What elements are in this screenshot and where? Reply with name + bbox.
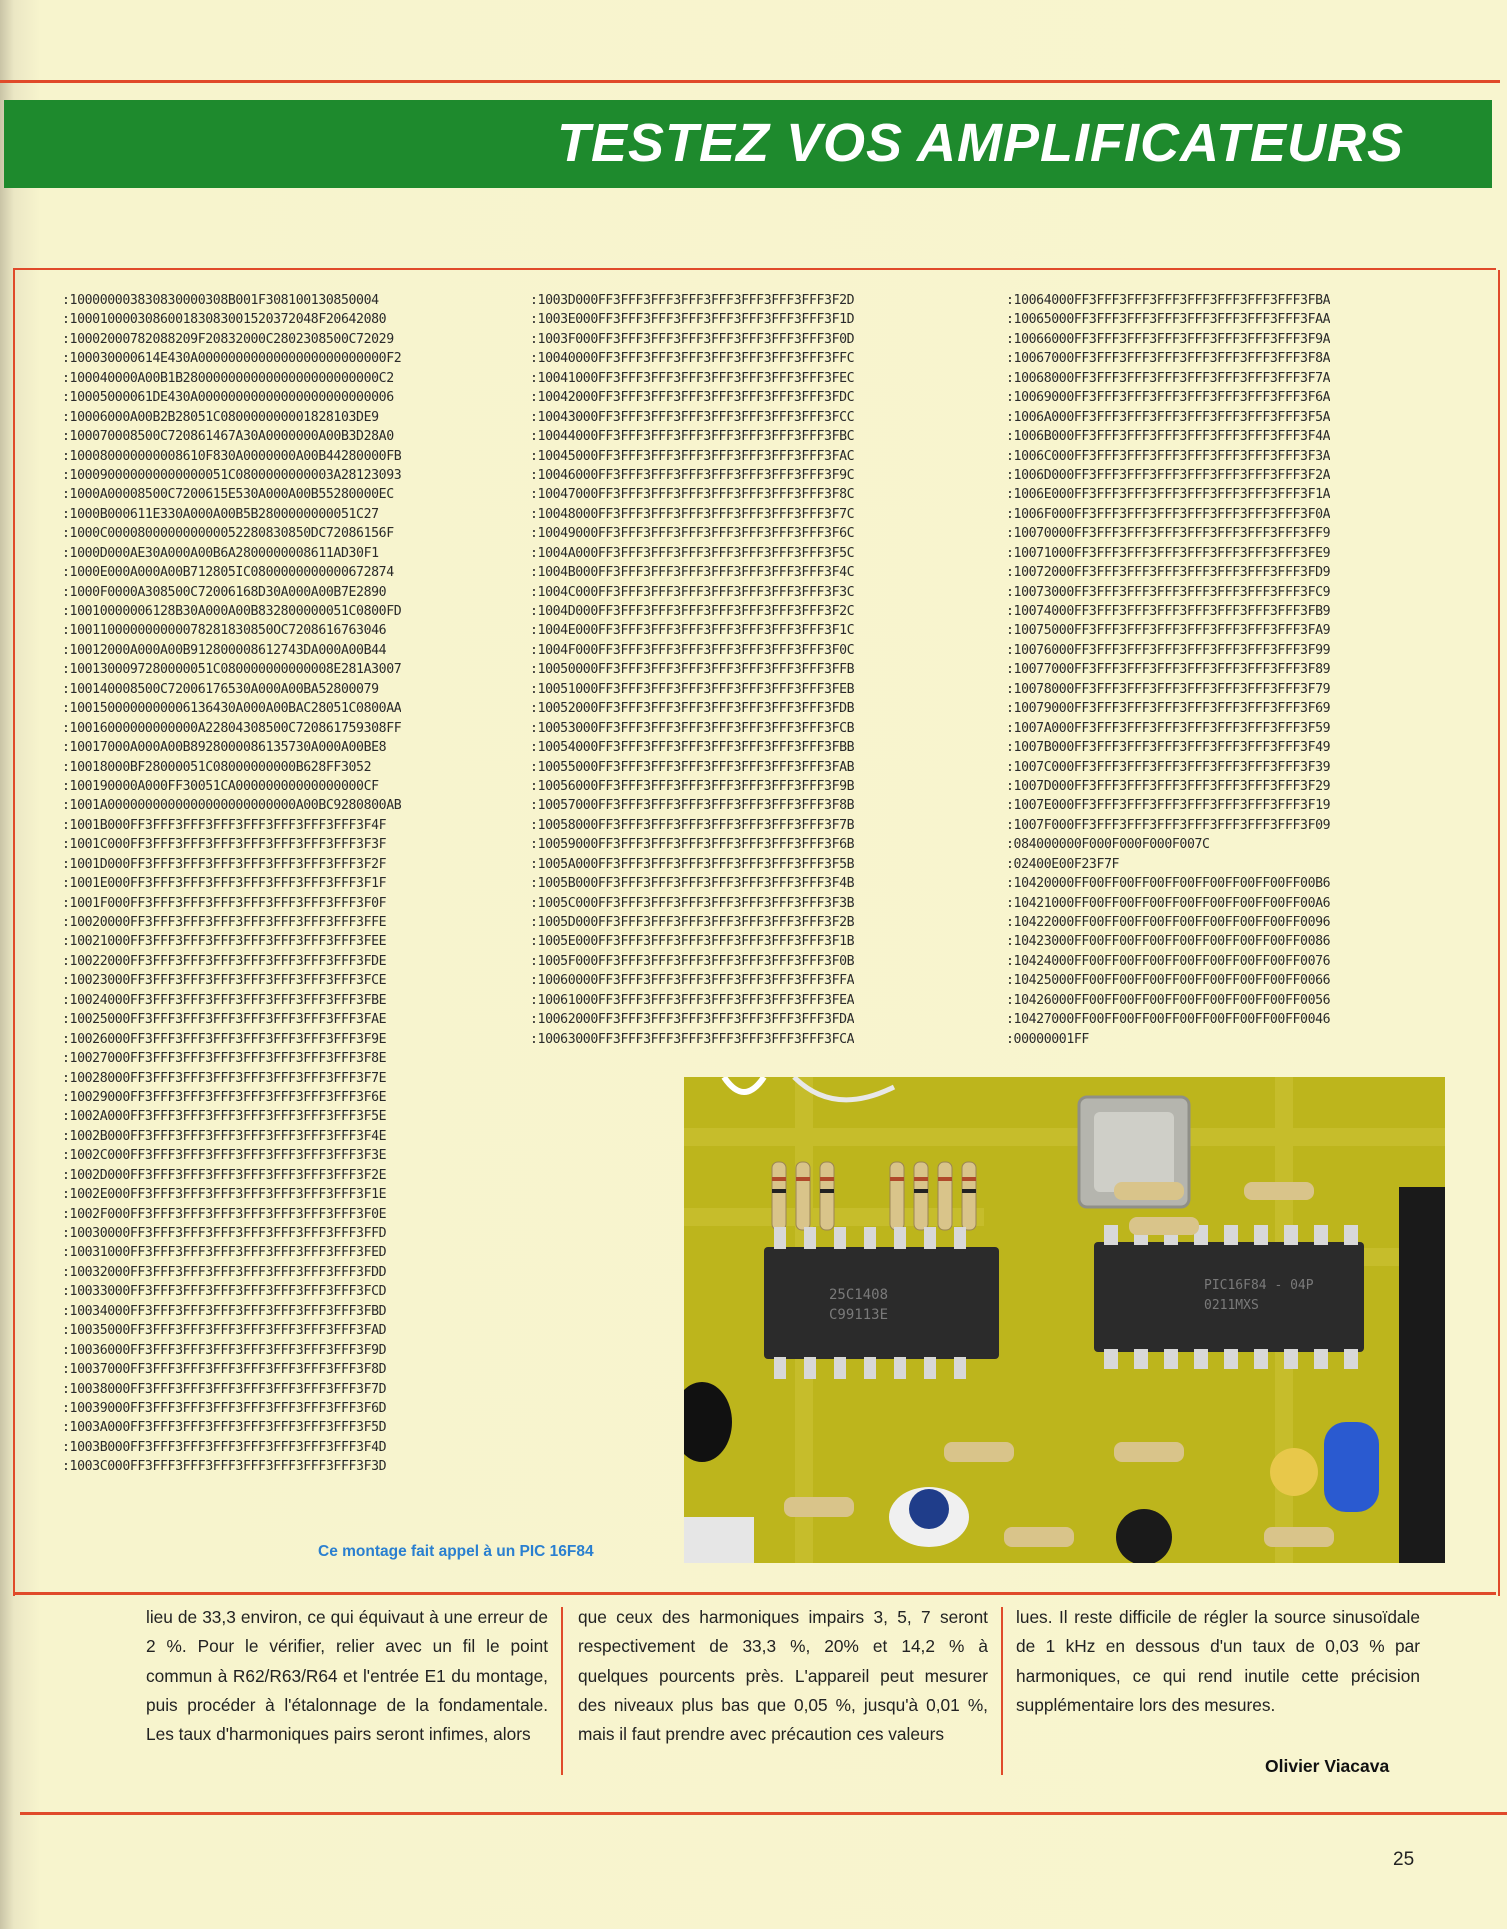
hex-line: :1006B000FF3FFF3FFF3FFF3FFF3FFF3FFF3FFF3F4A: [1006, 429, 1331, 445]
hex-line: :1000E000A000A00B712805IC0800000000000672874: [62, 565, 394, 581]
hex-line: :10073000FF3FFF3FFF3FFF3FFF3FFF3FFF3FFF3FC9: [1006, 584, 1331, 600]
hex-line: :10046000FF3FFF3FFF3FFF3FFF3FFF3FFF3FFF3F9C: [530, 467, 855, 483]
hex-line: :1004B000FF3FFF3FFF3FFF3FFF3FFF3FFF3FFF3F4C: [530, 565, 855, 581]
body-column-2: [578, 1603, 988, 1749]
hex-line: :10074000FF3FFF3FFF3FFF3FFF3FFF3FFF3FFF3FB9: [1006, 604, 1331, 619]
hex-line: :10421000FF00FF00FF00FF00FF00FF00FF00FF00A6: [1006, 895, 1331, 911]
hex-line: :10023000FF3FFF3FFF3FFF3FFF3FFF3FFF3FFF3FCE: [62, 973, 387, 989]
hex-listing-column-1: [62, 291, 401, 1477]
hex-line: :10027000FF3FFF3FFF3FFF3FFF3FFF3FFF3FFF3F8E: [62, 1051, 387, 1067]
page-title: TESTEZ VOS AMPLIFICATEURS: [556, 113, 1404, 173]
hex-line: :10020000FF3FFF3FFF3FFF3FFF3FFF3FFF3FFF3FFE: [62, 915, 387, 930]
hex-line: :1003B000FF3FFF3FFF3FFF3FFF3FFF3FFF3FFF3F4D: [62, 1439, 387, 1455]
hex-line: :10060000FF3FFF3FFF3FFF3FFF3FFF3FFF3FFF3FFA: [530, 973, 855, 989]
hex-line: :10002000782088209F20832000C2802308500C72029: [62, 331, 394, 347]
hex-line: :10012000A000A00B912800008612743DA000A00B44: [62, 642, 387, 658]
hex-listing-column-3: [1006, 291, 1330, 1049]
hex-line: :1004C000FF3FFF3FFF3FFF3FFF3FFF3FFF3FFF3F3C: [530, 584, 855, 600]
hex-line: :10021000FF3FFF3FFF3FFF3FFF3FFF3FFF3FFF3FEE: [62, 934, 387, 950]
hex-line: :1004D000FF3FFF3FFF3FFF3FFF3FFF3FFF3FFF3F2C: [530, 604, 855, 619]
hex-line: :1005F000FF3FFF3FFF3FFF3FFF3FFF3FFF3FFF3F0B: [530, 953, 855, 969]
hex-line: :100010000308600183083001520372048F20642080: [62, 312, 387, 328]
body-column-3: [1016, 1603, 1420, 1720]
hex-line: :1006D000FF3FFF3FFF3FFF3FFF3FFF3FFF3FFF3F2A: [1006, 467, 1331, 483]
hex-line: :10036000FF3FFF3FFF3FFF3FFF3FFF3FFF3FFF3F9D: [62, 1342, 387, 1358]
hex-line: :1006A000FF3FFF3FFF3FFF3FFF3FFF3FFF3FFF3F5A: [1006, 409, 1331, 425]
hex-line: :00000001FF: [1006, 1031, 1089, 1047]
hex-line: :1006E000FF3FFF3FFF3FFF3FFF3FFF3FFF3FFF3F1A: [1006, 487, 1331, 503]
hex-line: :10076000FF3FFF3FFF3FFF3FFF3FFF3FFF3FFF3F99: [1006, 642, 1331, 658]
hex-line: :1001C000FF3FFF3FFF3FFF3FFF3FFF3FFF3FFF3F3F: [62, 837, 387, 853]
hex-line: :1005E000FF3FFF3FFF3FFF3FFF3FFF3FFF3FFF3F1B: [530, 934, 855, 950]
hex-line: :10042000FF3FFF3FFF3FFF3FFF3FFF3FFF3FFF3FDC: [530, 390, 855, 406]
hex-line: :10045000FF3FFF3FFF3FFF3FFF3FFF3FFF3FFF3FAC: [530, 448, 855, 464]
hex-line: :1002F000FF3FFF3FFF3FFF3FFF3FFF3FFF3FFF3F0E: [62, 1206, 387, 1222]
body-paragraph-3: lues. Il reste difficile de régler la source sinusoïdale de 1 kHz en dessous d'un taux de 0,03 % par harmoniques, ce qui rend inutile cette précision supplémentaire lors des mesures.: [1016, 1607, 1420, 1715]
hex-line: :10055000FF3FFF3FFF3FFF3FFF3FFF3FFF3FFF3FAB: [530, 759, 855, 775]
hex-line: :10026000FF3FFF3FFF3FFF3FFF3FFF3FFF3FFF3F9E: [62, 1031, 387, 1047]
hex-line: :1003F000FF3FFF3FFF3FFF3FFF3FFF3FFF3FFF3F0D: [530, 331, 855, 347]
hex-line: :1001F000FF3FFF3FFF3FFF3FFF3FFF3FFF3FFF3F0F: [62, 895, 387, 911]
hex-line: :10040000FF3FFF3FFF3FFF3FFF3FFF3FFF3FFF3FFC: [530, 351, 855, 367]
hex-line: :100190000A000FF30051CA00000000000000000CF: [62, 778, 379, 794]
hex-line: :10006000A00B2B28051C080000000001828103DE9: [62, 409, 379, 425]
chip-left-label-2: C99113E: [829, 1307, 889, 1323]
hex-line: :10068000FF3FFF3FFF3FFF3FFF3FFF3FFF3FFF3F7A: [1006, 370, 1331, 386]
hex-line: :10038000FF3FFF3FFF3FFF3FFF3FFF3FFF3FFF3F7D: [62, 1381, 387, 1397]
hex-line: :10043000FF3FFF3FFF3FFF3FFF3FFF3FFF3FFF3FCC: [530, 409, 855, 425]
hex-line: :1003C000FF3FFF3FFF3FFF3FFF3FFF3FFF3FFF3F3D: [62, 1459, 387, 1475]
hex-line: :100030000614E430A0000000000000000000000000F2: [62, 351, 402, 367]
body-paragraph-2: que ceux des harmoniques impairs 3, 5, 7 seront respectivement de 33,3 %, 20% et 14,2 % à quelques pourcents près. L'appareil peut mesurer des niveaux plus bas que 0,05 %, jusqu'à 0,01 %, mais il faut prendre avec précaution ces valeurs: [578, 1607, 988, 1745]
hex-line: :10018000BF28000051C08000000000B628FF3052: [62, 759, 372, 775]
hex-line: :1001B000FF3FFF3FFF3FFF3FFF3FFF3FFF3FFF3F4F: [62, 817, 387, 833]
hex-line: :1003A000FF3FFF3FFF3FFF3FFF3FFF3FFF3FFF3F5D: [62, 1420, 387, 1436]
hex-line: :1000C000080000000000052280830850DC72086156F: [62, 526, 394, 542]
hex-line: :10066000FF3FFF3FFF3FFF3FFF3FFF3FFF3FFF3F9A: [1006, 331, 1331, 347]
chip-left-label-1: 25C1408: [829, 1287, 889, 1303]
hex-line: :1000B000611E330A000A00B5B2800000000051C27: [62, 506, 379, 522]
hex-line: :1007F000FF3FFF3FFF3FFF3FFF3FFF3FFF3FFF3F09: [1006, 817, 1331, 833]
hex-line: :1001300097280000051C080000000000008E281A3007: [62, 662, 402, 678]
pcb-photo: [684, 1077, 1445, 1563]
hex-line: :10044000FF3FFF3FFF3FFF3FFF3FFF3FFF3FFF3FBC: [530, 429, 855, 445]
hex-line: :10030000FF3FFF3FFF3FFF3FFF3FFF3FFF3FFF3FFD: [62, 1226, 387, 1241]
hex-line: :084000000F000F000F000F007C: [1006, 837, 1210, 853]
hex-line: :10016000000000000A22804308500C720861759308FF: [62, 720, 402, 736]
hex-line: :1003E000FF3FFF3FFF3FFF3FFF3FFF3FFF3FFF3F1D: [530, 312, 855, 328]
hex-line: :1006F000FF3FFF3FFF3FFF3FFF3FFF3FFF3FFF3F0A: [1006, 506, 1331, 522]
hex-line: :1000F0000A308500C72006168D30A000A00B7E2890: [62, 584, 387, 600]
hex-line: :100140008500C72006176530A000A00BA52800079: [62, 681, 379, 697]
hex-line: :1007C000FF3FFF3FFF3FFF3FFF3FFF3FFF3FFF3F39: [1006, 759, 1331, 775]
chip-right-label-2: 0211MXS: [1204, 1298, 1259, 1313]
hex-line: :10057000FF3FFF3FFF3FFF3FFF3FFF3FFF3FFF3F8B: [530, 798, 855, 814]
hex-line: :1000A00008500C7200615E530A000A00B55280000EC: [62, 487, 394, 503]
hex-line: :10034000FF3FFF3FFF3FFF3FFF3FFF3FFF3FFF3FBD: [62, 1303, 387, 1319]
hex-line: :10035000FF3FFF3FFF3FFF3FFF3FFF3FFF3FFF3FAD: [62, 1323, 387, 1339]
hex-line: :1007B000FF3FFF3FFF3FFF3FFF3FFF3FFF3FFF3F49: [1006, 740, 1331, 756]
hex-line: :10049000FF3FFF3FFF3FFF3FFF3FFF3FFF3FFF3F6C: [530, 526, 855, 542]
hex-line: :10053000FF3FFF3FFF3FFF3FFF3FFF3FFF3FFF3FCB: [530, 720, 855, 736]
hex-line: :10426000FF00FF00FF00FF00FF00FF00FF00FF0056: [1006, 992, 1331, 1008]
hex-line: :1002B000FF3FFF3FFF3FFF3FFF3FFF3FFF3FFF3F4E: [62, 1128, 387, 1144]
hex-listing-column-2: [530, 291, 854, 1049]
hex-line: :10420000FF00FF00FF00FF00FF00FF00FF00FF00B6: [1006, 876, 1331, 892]
hex-line: :10050000FF3FFF3FFF3FFF3FFF3FFF3FFF3FFF3FFB: [530, 662, 855, 678]
hex-line: :10037000FF3FFF3FFF3FFF3FFF3FFF3FFF3FFF3F8D: [62, 1362, 387, 1378]
hex-line: :100080000000008610F830A0000000A00B44280000FB: [62, 448, 402, 464]
hex-line: :1001E000FF3FFF3FFF3FFF3FFF3FFF3FFF3FFF3F1F: [62, 876, 387, 892]
hex-line: :10075000FF3FFF3FFF3FFF3FFF3FFF3FFF3FFF3FA9: [1006, 623, 1331, 639]
hex-line: :1004E000FF3FFF3FFF3FFF3FFF3FFF3FFF3FFF3F1C: [530, 623, 855, 639]
hex-line: :1003D000FF3FFF3FFF3FFF3FFF3FFF3FFF3FFF3F2D: [530, 293, 855, 308]
hex-line: :10041000FF3FFF3FFF3FFF3FFF3FFF3FFF3FFF3FEC: [530, 370, 855, 386]
hex-line: :10005000061DE430A00000000000000000000000006: [62, 390, 394, 406]
title-banner: [4, 100, 1492, 188]
hex-line: :1007A000FF3FFF3FFF3FFF3FFF3FFF3FFF3FFF3F59: [1006, 720, 1331, 736]
top-rule: [0, 80, 1500, 83]
hex-line: :1004A000FF3FFF3FFF3FFF3FFF3FFF3FFF3FFF3F5C: [530, 545, 855, 561]
hex-line: :10423000FF00FF00FF00FF00FF00FF00FF00FF0086: [1006, 934, 1331, 950]
hex-line: :10051000FF3FFF3FFF3FFF3FFF3FFF3FFF3FFF3FEB: [530, 681, 855, 697]
hex-line: :1000D000AE30A000A00B6A2800000008611AD30F1: [62, 545, 379, 561]
hex-line: :10028000FF3FFF3FFF3FFF3FFF3FFF3FFF3FFF3F7E: [62, 1070, 387, 1086]
pcb-photo-illustration: [684, 1077, 1445, 1563]
hex-line: :100000003830830000308B001F308100130850004: [62, 293, 379, 308]
hex-line: :10058000FF3FFF3FFF3FFF3FFF3FFF3FFF3FFF3F7B: [530, 817, 855, 833]
hex-line: :10064000FF3FFF3FFF3FFF3FFF3FFF3FFF3FFF3FBA: [1006, 293, 1331, 308]
hex-line: :1001D000FF3FFF3FFF3FFF3FFF3FFF3FFF3FFF3F2F: [62, 856, 387, 872]
hex-line: :10054000FF3FFF3FFF3FFF3FFF3FFF3FFF3FFF3FBB: [530, 740, 855, 756]
hex-line: :10039000FF3FFF3FFF3FFF3FFF3FFF3FFF3FFF3F6D: [62, 1400, 387, 1416]
hex-line: :10078000FF3FFF3FFF3FFF3FFF3FFF3FFF3FFF3F79: [1006, 681, 1331, 697]
hex-line: :1004F000FF3FFF3FFF3FFF3FFF3FFF3FFF3FFF3F0C: [530, 642, 855, 658]
hex-line: :10052000FF3FFF3FFF3FFF3FFF3FFF3FFF3FFF3FDB: [530, 701, 855, 717]
author-name: Olivier Viacava: [1265, 1756, 1390, 1776]
hex-line: :10029000FF3FFF3FFF3FFF3FFF3FFF3FFF3FFF3F6E: [62, 1089, 387, 1105]
hex-line: :02400E00F23F7F: [1006, 856, 1120, 872]
hex-line: :10427000FF00FF00FF00FF00FF00FF00FF00FF0046: [1006, 1012, 1331, 1028]
hex-line: :10063000FF3FFF3FFF3FFF3FFF3FFF3FFF3FFF3FCA: [530, 1031, 855, 1047]
hex-line: :10062000FF3FFF3FFF3FFF3FFF3FFF3FFF3FFF3FDA: [530, 1012, 855, 1028]
hex-line: :10072000FF3FFF3FFF3FFF3FFF3FFF3FFF3FFF3FD9: [1006, 565, 1331, 581]
hex-line: :10031000FF3FFF3FFF3FFF3FFF3FFF3FFF3FFF3FED: [62, 1245, 387, 1261]
hex-line: :10017000A000A00B8928000086135730A000A00BE8: [62, 740, 387, 756]
hex-line: :1006C000FF3FFF3FFF3FFF3FFF3FFF3FFF3FFF3F3A: [1006, 448, 1331, 464]
hex-line: :10065000FF3FFF3FFF3FFF3FFF3FFF3FFF3FFF3FAA: [1006, 312, 1331, 328]
hex-line: :10067000FF3FFF3FFF3FFF3FFF3FFF3FFF3FFF3F8A: [1006, 351, 1331, 367]
hex-line: :1005A000FF3FFF3FFF3FFF3FFF3FFF3FFF3FFF3F5B: [530, 856, 855, 872]
hex-line: :10048000FF3FFF3FFF3FFF3FFF3FFF3FFF3FFF3F7C: [530, 506, 855, 522]
column-separator-2: [1001, 1607, 1003, 1775]
hex-line: :10032000FF3FFF3FFF3FFF3FFF3FFF3FFF3FFF3FDD: [62, 1264, 387, 1280]
hex-line: :100040000A00B1B28000000000000000000000000C2: [62, 370, 394, 386]
hex-line: :100070008500C720861467A30A0000000A00B3D28A0: [62, 429, 394, 445]
hex-line: :1002A000FF3FFF3FFF3FFF3FFF3FFF3FFF3FFF3F5E: [62, 1109, 387, 1125]
column-separator-1: [561, 1607, 563, 1775]
hex-line: :10069000FF3FFF3FFF3FFF3FFF3FFF3FFF3FFF3F6A: [1006, 390, 1331, 406]
hex-line: :100090000000000000051C0800000000003A28123093: [62, 467, 402, 483]
chip-right-label-1: PIC16F84 - 04P: [1204, 1278, 1314, 1293]
hex-line: :10425000FF00FF00FF00FF00FF00FF00FF00FF0066: [1006, 973, 1331, 989]
hex-line: :1001500000000006136430A000A00BAC28051C0800AA: [62, 701, 402, 717]
page-number: 25: [1393, 1849, 1415, 1870]
hex-line: :1007E000FF3FFF3FFF3FFF3FFF3FFF3FFF3FFF3F19: [1006, 798, 1331, 814]
hex-line: :10070000FF3FFF3FFF3FFF3FFF3FFF3FFF3FFF3FF9: [1006, 526, 1331, 542]
hex-line: :10077000FF3FFF3FFF3FFF3FFF3FFF3FFF3FFF3F89: [1006, 662, 1331, 678]
hex-line: :10424000FF00FF00FF00FF00FF00FF00FF00FF0076: [1006, 953, 1331, 969]
hex-line: :10024000FF3FFF3FFF3FFF3FFF3FFF3FFF3FFF3FBE: [62, 992, 387, 1008]
hex-line: :1001A0000000000000000000000000A00BC9280800AB: [62, 798, 402, 814]
hex-line: :10079000FF3FFF3FFF3FFF3FFF3FFF3FFF3FFF3F69: [1006, 701, 1331, 717]
hex-line: :10056000FF3FFF3FFF3FFF3FFF3FFF3FFF3FFF3F9B: [530, 778, 855, 794]
bottom-rule: [20, 1812, 1507, 1815]
hex-line: :1002D000FF3FFF3FFF3FFF3FFF3FFF3FFF3FFF3F2E: [62, 1167, 387, 1183]
hex-line: :10010000006128B30A000A00B832800000051C0800FD: [62, 604, 402, 619]
hex-line: :1002C000FF3FFF3FFF3FFF3FFF3FFF3FFF3FFF3F3E: [62, 1148, 387, 1164]
hex-line: :10061000FF3FFF3FFF3FFF3FFF3FFF3FFF3FFF3FEA: [530, 992, 855, 1008]
body-column-1: [146, 1603, 548, 1749]
hex-line: :10422000FF00FF00FF00FF00FF00FF00FF00FF0096: [1006, 915, 1331, 930]
hex-line: :1002E000FF3FFF3FFF3FFF3FFF3FFF3FFF3FFF3F1E: [62, 1187, 387, 1203]
hex-line: :1005B000FF3FFF3FFF3FFF3FFF3FFF3FFF3FFF3F4B: [530, 876, 855, 892]
photo-caption: Ce montage fait appel à un PIC 16F84: [318, 1543, 594, 1560]
hex-line: :10025000FF3FFF3FFF3FFF3FFF3FFF3FFF3FFF3FAE: [62, 1012, 387, 1028]
body-paragraph-1: lieu de 33,3 environ, ce qui équivaut à une erreur de 2 %. Pour le vérifier, relier avec un fil le point commun à R62/R63/R64 et l'entrée E1 du montage, puis procéder à l'étalonnage de la fondamentale. Les taux d'harmoniques pairs seront infimes, alors: [146, 1607, 548, 1745]
hex-line: :10022000FF3FFF3FFF3FFF3FFF3FFF3FFF3FFF3FDE: [62, 953, 387, 969]
hex-line: :100110000000000078281830850OC7208616763046: [62, 623, 387, 639]
hex-line: :1005C000FF3FFF3FFF3FFF3FFF3FFF3FFF3FFF3F3B: [530, 895, 855, 911]
hex-line: :1005D000FF3FFF3FFF3FFF3FFF3FFF3FFF3FFF3F2B: [530, 915, 855, 930]
hex-line: :10071000FF3FFF3FFF3FFF3FFF3FFF3FFF3FFF3FE9: [1006, 545, 1331, 561]
frame-bottom-rule: [13, 1592, 1496, 1595]
hex-line: :10033000FF3FFF3FFF3FFF3FFF3FFF3FFF3FFF3FCD: [62, 1284, 387, 1300]
hex-line: :10047000FF3FFF3FFF3FFF3FFF3FFF3FFF3FFF3F8C: [530, 487, 855, 503]
hex-line: :10059000FF3FFF3FFF3FFF3FFF3FFF3FFF3FFF3F6B: [530, 837, 855, 853]
hex-line: :1007D000FF3FFF3FFF3FFF3FFF3FFF3FFF3FFF3F29: [1006, 778, 1331, 794]
